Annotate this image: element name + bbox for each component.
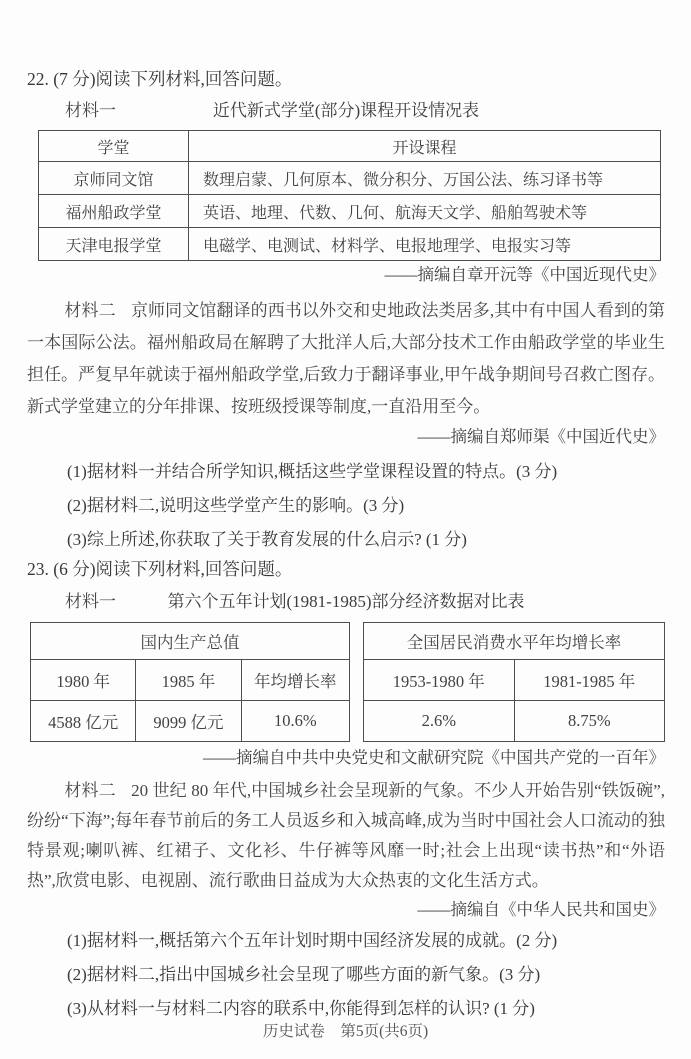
q23-material2-source: ——摘编自《中华人民共和国史》 bbox=[417, 900, 665, 919]
q23-subquestions bbox=[27, 928, 665, 1022]
q22-subquestion-2: (2)据材料二,说明这些学堂产生的影响。(3 分) bbox=[67, 496, 405, 515]
school-name-cell: 京师同文馆 bbox=[39, 162, 189, 195]
consumption-table-header-row bbox=[364, 660, 665, 701]
gdp-value-1980: 4588 亿元 bbox=[31, 701, 136, 742]
gdp-value-growth: 10.6% bbox=[241, 701, 349, 742]
courses-cell: 电磁学、电测试、材料学、电报地理学、电报实习等 bbox=[189, 228, 661, 261]
q22-material1-table-title: 近代新式学堂(部分)课程开设情况表 bbox=[212, 101, 480, 120]
school-name-cell: 天津电报学堂 bbox=[39, 228, 189, 261]
q23-material1-heading bbox=[27, 587, 665, 613]
consumption-table-title-row bbox=[364, 623, 665, 660]
courses-cell: 数理启蒙、几何原本、微分积分、万国公法、练习译书等 bbox=[189, 162, 661, 195]
q22-material2-label: 材料二 bbox=[64, 301, 116, 320]
consumption-value-1953-1980: 2.6% bbox=[364, 701, 515, 742]
consumption-table-value-row bbox=[364, 701, 665, 742]
gdp-table-value-row bbox=[31, 701, 350, 742]
gdp-value-1985: 9099 亿元 bbox=[136, 701, 241, 742]
table-header-row bbox=[39, 131, 661, 162]
consumption-header-1953-1980: 1953-1980 年 bbox=[364, 660, 515, 701]
q23-subquestion-2: (2)据材料二,指出中国城乡社会呈现了哪些方面的新气象。(3 分) bbox=[67, 965, 541, 984]
table-row bbox=[39, 195, 661, 228]
q23-subquestion-3: (3)从材料一与材料二内容的联系中,你能得到怎样的认识? (1 分) bbox=[67, 999, 535, 1018]
q23-material2-paragraph bbox=[27, 776, 665, 896]
question-22-stem: 22. (7 分)阅读下列材料,回答问题。 bbox=[27, 69, 293, 89]
gdp-header-1980: 1980 年 bbox=[31, 660, 136, 701]
table-row bbox=[39, 228, 661, 261]
q22-material2-paragraph bbox=[27, 295, 665, 423]
q23-tables-row bbox=[30, 622, 665, 742]
gdp-table-title-row bbox=[31, 623, 350, 660]
gdp-table-header-row bbox=[31, 660, 350, 701]
q22-material2-source: ——摘编自郑师渠《中国近代史》 bbox=[417, 427, 665, 446]
page-footer: 历史试卷 第5页(共6页) bbox=[262, 1023, 429, 1040]
consumption-table-title: 全国居民消费水平年均增长率 bbox=[364, 623, 665, 660]
table-row bbox=[39, 162, 661, 195]
col-header-school: 学堂 bbox=[39, 131, 189, 162]
q22-course-table bbox=[38, 130, 661, 261]
question-22-block bbox=[27, 66, 665, 561]
q23-material2-text: 20 世纪 80 年代,中国城乡社会呈现新的气象。不少人开始告别“铁饭碗”,纷纷“下海”;每年春节前后的务工人员返乡和入城高峰,成为当时中国社会人口流动的独特景观;喇叭裤、红裙子、文化衫、牛仔裤等风靡一时;社会上出现“读书热”和“外语热”,欣赏电影、电视剧、流行歌曲日益成为大众热衷的文化生活方式。 bbox=[27, 781, 666, 890]
gdp-table bbox=[30, 622, 350, 742]
q23-material1-source: ——摘编自中共中央党史和文献研究院《中国共产党的一百年》 bbox=[203, 748, 665, 767]
q22-material1-label: 材料一 bbox=[65, 101, 116, 120]
q23-material1-label: 材料一 bbox=[65, 592, 116, 611]
gdp-header-1985: 1985 年 bbox=[136, 660, 241, 701]
q22-subquestion-1: (1)据材料一并结合所学知识,概括这些学堂课程设置的特点。(3 分) bbox=[67, 462, 558, 481]
q23-subquestion-1: (1)据材料一,概括第六个五年计划时期中国经济发展的成就。(2 分) bbox=[67, 931, 558, 950]
gdp-header-growth: 年均增长率 bbox=[241, 660, 349, 701]
consumption-value-1981-1985: 8.75% bbox=[514, 701, 665, 742]
q23-material1-table-title: 第六个五年计划(1981-1985)部分经济数据对比表 bbox=[167, 592, 525, 611]
consumption-header-1981-1985: 1981-1985 年 bbox=[514, 660, 665, 701]
q22-subquestion-3: (3)综上所述,你获取了关于教育发展的什么启示? (1 分) bbox=[67, 530, 467, 549]
gdp-table-title: 国内生产总值 bbox=[31, 623, 350, 660]
courses-cell: 英语、地理、代数、几何、航海天文学、船舶驾驶术等 bbox=[189, 195, 661, 228]
q22-material2-text: 京师同文馆翻译的西书以外交和史地政法类居多,其中有中国人看到的第一本国际公法。福州船政局在解聘了大批洋人后,大部分技术工作由船政学堂的毕业生担任。严复早年就读于福州船政学堂,后致力于翻译事业,甲午战争期间号召救亡图存。新式学堂建立的分年排课、按班级授课等制度,一直沿用至今。 bbox=[27, 301, 666, 416]
col-header-courses: 开设课程 bbox=[189, 131, 661, 162]
consumption-table bbox=[363, 622, 665, 742]
q23-material2-label: 材料二 bbox=[64, 781, 116, 800]
q22-subquestions bbox=[27, 459, 665, 553]
q22-material1-heading bbox=[27, 96, 665, 122]
q22-material1-source: ——摘编自章开沅等《中国近现代史》 bbox=[384, 265, 665, 284]
question-23-block bbox=[27, 556, 665, 1030]
school-name-cell: 福州船政学堂 bbox=[39, 195, 189, 228]
question-23-stem: 23. (6 分)阅读下列材料,回答问题。 bbox=[27, 559, 293, 579]
